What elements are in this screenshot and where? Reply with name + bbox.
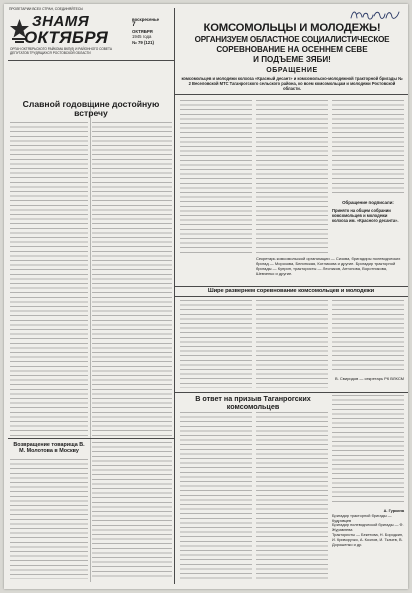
masthead-title-line2: ОКТЯБРЯ: [24, 28, 109, 47]
issue-date: 7: [132, 21, 136, 29]
issue-year: 1945 года: [132, 34, 152, 40]
masthead-title-line1: ЗНАМЯ: [32, 13, 90, 30]
headline-line3: СОРЕВНОВАНИЕ НА ОСЕННЕМ СЕВЕ: [216, 45, 368, 54]
appeal-body-col-2: [256, 100, 328, 254]
issue-day: воскресенье: [132, 17, 160, 22]
challenge-signature-2: Бригадир тракторной бригады — Кудрявцев: [332, 512, 392, 523]
challenge-signature-3: Бригадир полеводческой бригады — Ф. Журавлева: [332, 522, 404, 533]
headline-line1: КОМСОМОЛЬЦЫ И МОЛОДЕЖЬ!: [203, 22, 381, 34]
masthead-subtitle: ОРГАН ОКТЯБРЬСКОГО РАЙКОМА ВКП(б) И РАЙОННОГО СОВЕТА ДЕПУТАТОВ ТРУДЯЩИХСЯ РОСТОВСКОЙ ОБЛАСТИ: [10, 47, 113, 55]
editorial-column-continued: [92, 442, 172, 579]
challenge-signature-1: А. Гуркина: [383, 508, 404, 513]
small-article-title: Возвращение товарища В. М. Молотова в Москву: [13, 442, 85, 455]
mid-headline: Шире развернем соревнование комсомольцев и молодежи: [207, 288, 375, 294]
appeal-intro: комсомольцев и молодежи колхоза «Красный десант» и комсомольско-молодежной тракторной бригады № 2 Веселовской МТС Таганрогского сельского района, ко всем комсомольцам и молодежи Ростовской области.: [181, 76, 403, 91]
editorial-column-1: [10, 122, 88, 436]
appeal-signatures-header: Обращение подписали:: [342, 200, 394, 205]
competition-col-2: [256, 300, 328, 388]
appeal-body-col-3: [332, 100, 404, 196]
challenge-signature-4: Трактористы — Бекетова, Н. Бородкин, И. Криворучко, А. Козлов, И. Ткачев, В. Дорошенко и др.: [332, 531, 404, 547]
challenge-signatures: [332, 509, 404, 547]
challenge-col-3: [332, 395, 404, 505]
appeal-body-col-1: [180, 100, 252, 254]
newspaper-page: [4, 4, 408, 589]
appeal-signatories: Секретарь комсомольской организации — Сизова, бригадиры полеводческих бригад — Морозова, Белинская, Котликова и другие. Бригадир тракторной бригады — Куприн, трактористы — Лесников, Антонова, Воротникова, Шевченко и другие.: [256, 256, 401, 276]
small-article-body: [10, 459, 88, 579]
issue-box: [132, 17, 172, 45]
appeal-closing: Принято на общем собрании комсомольцев и молодежи колхоза им. «Красного десанта».: [332, 208, 399, 223]
challenge-col-2: [256, 412, 328, 580]
competition-col-1: [180, 300, 252, 388]
headline-line2: ОРГАНИЗУЕМ ОБЛАСТНОЕ СОЦИАЛИСТИЧЕСКОЕ: [194, 35, 390, 44]
challenge-col-1: [180, 412, 252, 580]
masthead-slogan: ПРОЛЕТАРИИ ВСЕХ СТРАН, СОЕДИНЯЙТЕСЬ!: [9, 7, 84, 11]
challenge-title: В ответ на призыв Таганрогских комсомольцев: [195, 394, 311, 412]
competition-signature: В. Свиридов — секретарь РК ВЛКСМ: [334, 376, 404, 381]
editorial-column-2: [92, 122, 172, 436]
issue-month: ОКТЯБРЯ: [132, 29, 153, 34]
competition-col-3: [332, 300, 404, 372]
issue-number: № 79 (121): [132, 39, 154, 45]
headline-line4: И ПОДЪЕМЕ ЗЯБИ!: [253, 55, 331, 64]
appeal-title: ОБРАЩЕНИЕ: [266, 67, 318, 74]
editorial-title: Славной годовщине достойную встречу: [22, 99, 160, 119]
